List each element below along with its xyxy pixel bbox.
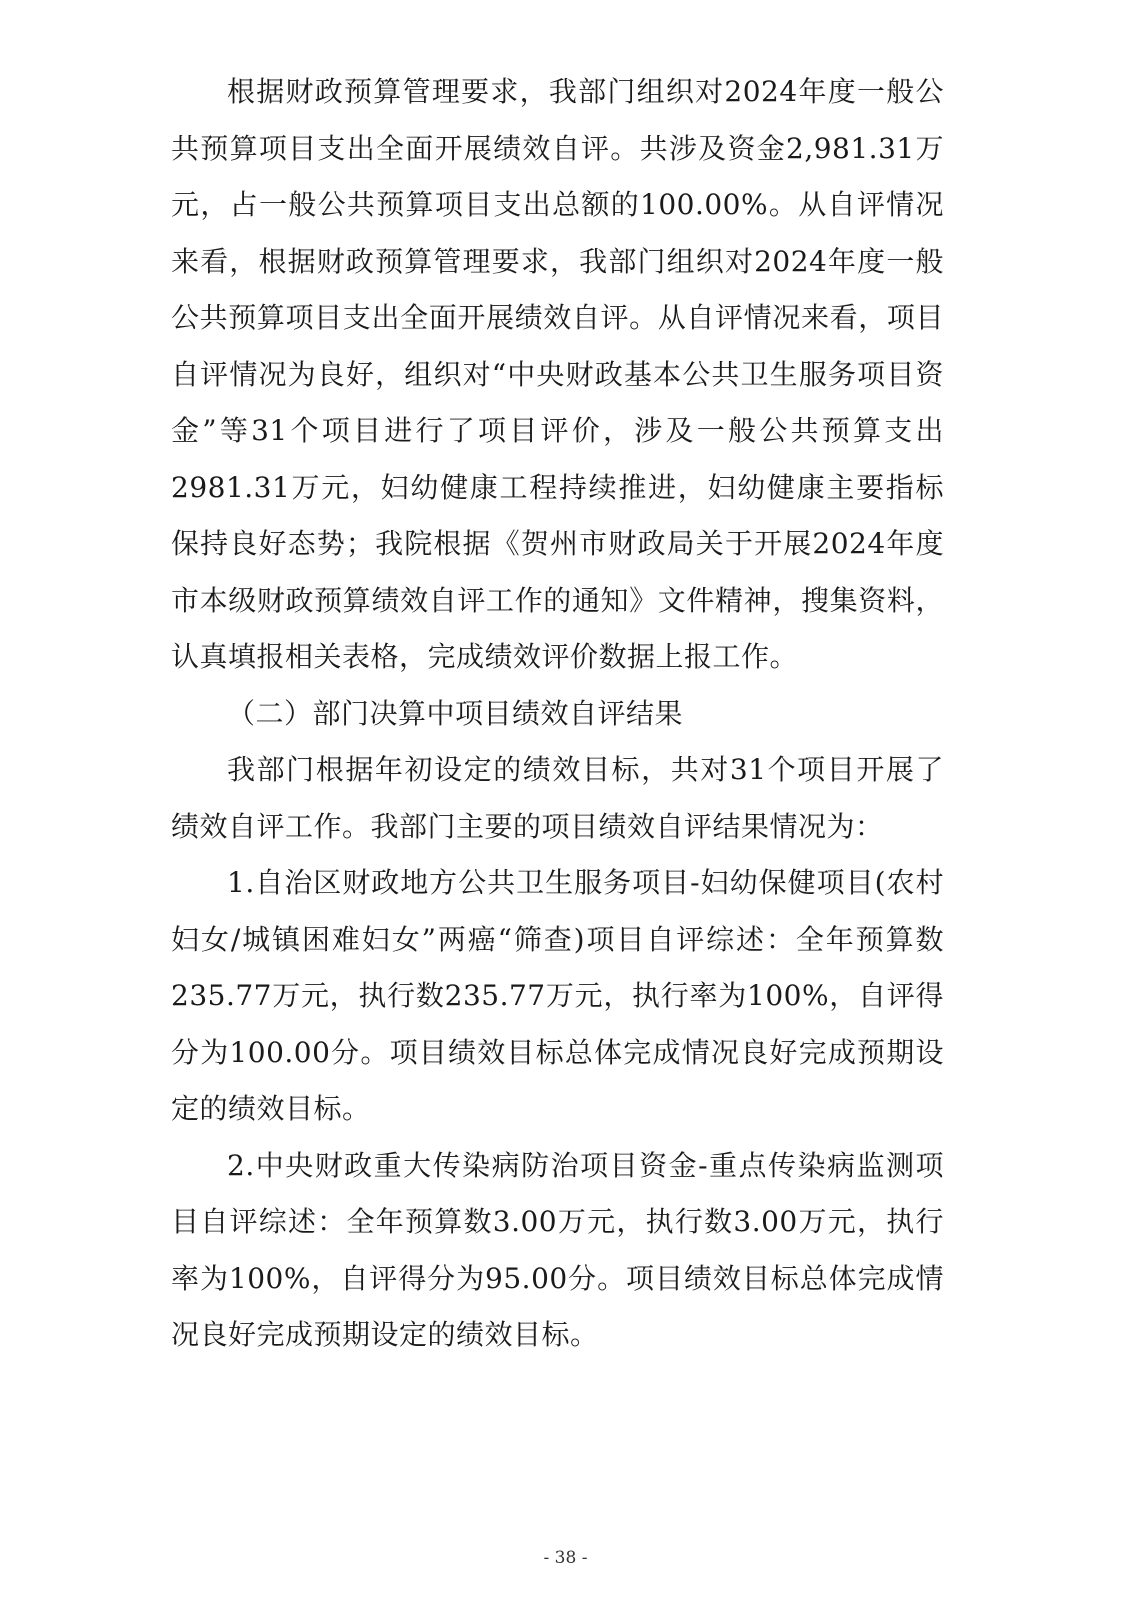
page-number: - 38 - [543,1548,588,1568]
paragraph-summary: 根据财政预算管理要求，我部门组织对2024年度一般公共预算项目支出全面开展绩效自评。共涉及资金2,981.31万元，占一般公共预算项目支出总额的100.00%。从自评情况来看，根据财政预算管理要求，我部门组织对2024年度一般公共预算项目支出全面开展绩效自评。从自评情况来看，项目自评情况为良好，组织对“中央财政基本公共卫生服务项目资金”等31个项目进行了项目评价，涉及一般公共预算支出2981.31万元，妇幼健康工程持续推进，妇幼健康主要指标保持良好态势；我院根据《贺州市财政局关于开展2024年度市本级财政预算绩效自评工作的通知》文件精神，搜集资料，认真填报相关表格，完成绩效评价数据上报工作。 [171,75,944,673]
paragraph-item-1: 1.自治区财政地方公共卫生服务项目-妇幼保健项目(农村妇女/城镇困难妇女”两癌“筛查)项目自评综述：全年预算数235.77万元，执行数235.77万元，执行率为100%，自评得分为100.00分。项目绩效目标总体完成情况良好完成预期设定的绩效目标。 [171,866,944,1125]
paragraph-intro: 我部门根据年初设定的绩效目标，共对31个项目开展了绩效自评工作。我部门主要的项目绩效自评结果情况为： [171,753,944,843]
document-page [171,64,944,1364]
section-heading: （二）部门决算中项目绩效自评结果 [227,696,684,730]
paragraph-item-2: 2.中央财政重大传染病防治项目资金-重点传染病监测项目自评综述：全年预算数3.00万元，执行数3.00万元，执行率为100%，自评得分为95.00分。项目绩效目标总体完成情况良好完成预期设定的绩效目标。 [171,1148,944,1351]
